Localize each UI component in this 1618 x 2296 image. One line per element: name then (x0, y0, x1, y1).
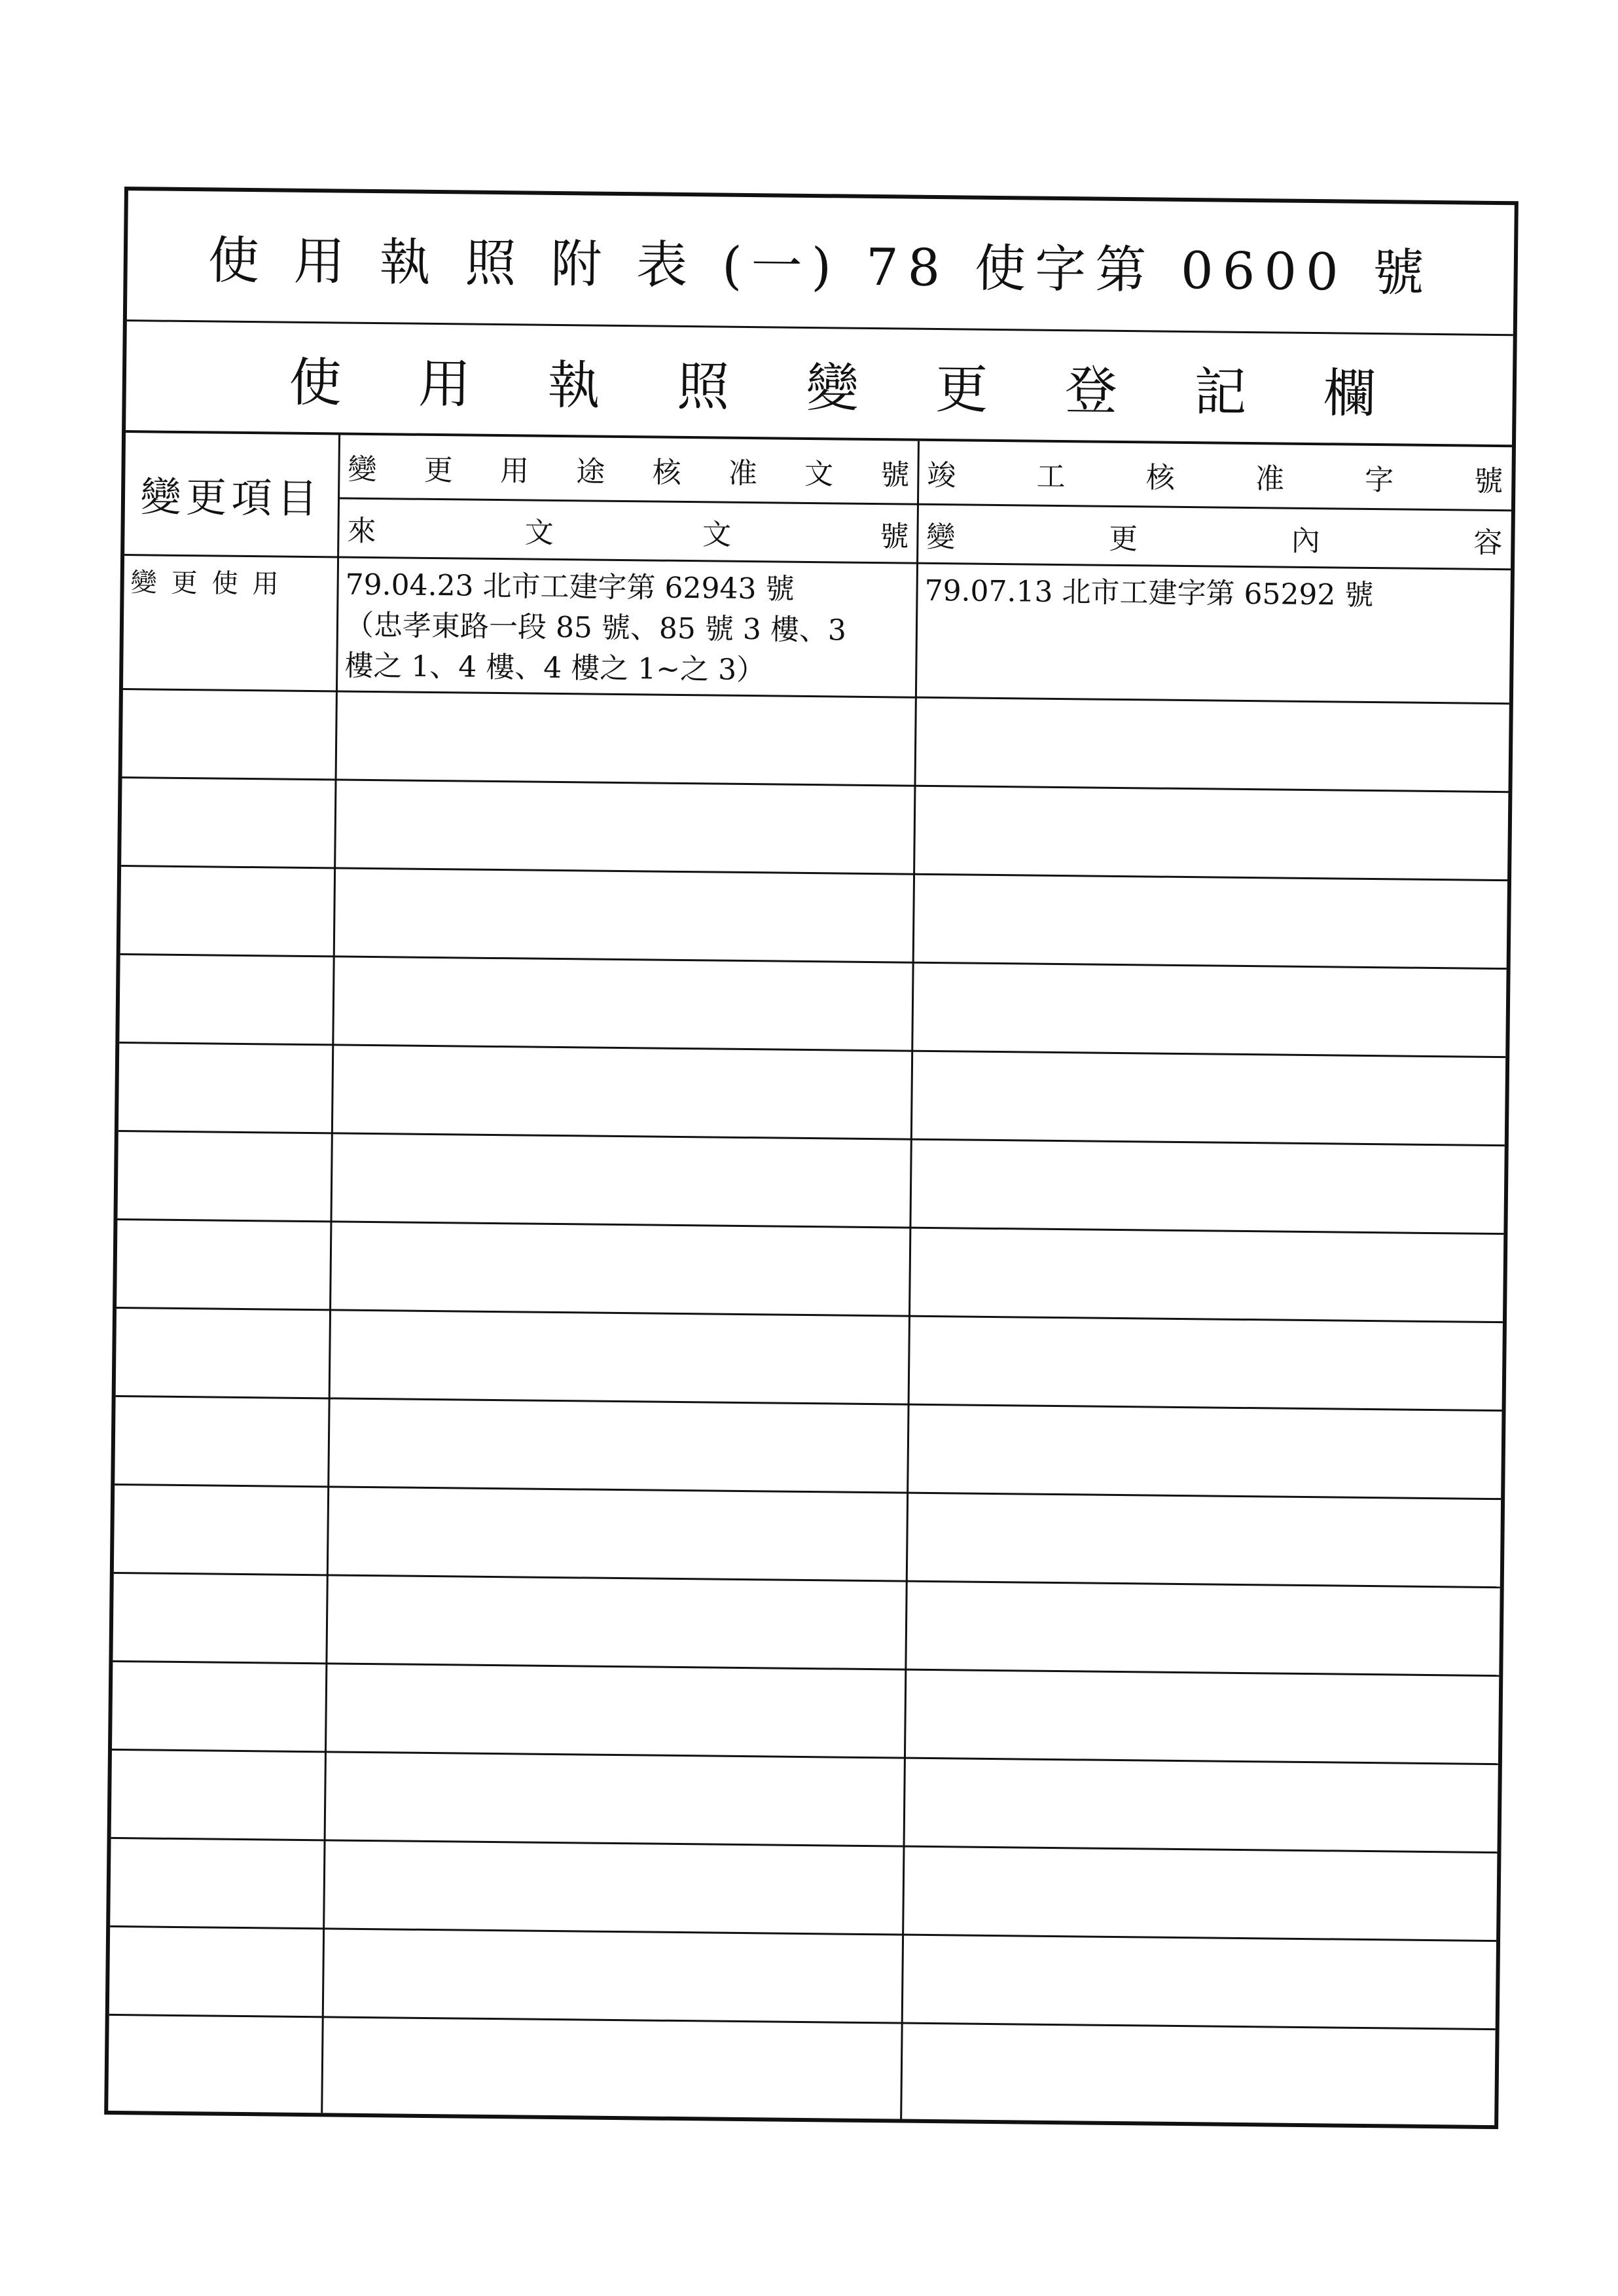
table-row-line (120, 953, 1507, 970)
header-char: 來 (347, 514, 376, 548)
header-char: 准 (728, 456, 758, 490)
registration-form (104, 187, 1519, 2129)
header-char: 文 (804, 457, 834, 491)
header-char: 內 (1291, 524, 1321, 558)
header-char: 文 (702, 517, 732, 552)
header-char: 號 (1474, 464, 1503, 498)
table-row-line (117, 1218, 1503, 1235)
header-change-item (124, 433, 338, 556)
form-title (127, 191, 1515, 336)
header-char: 變 (348, 452, 377, 486)
header-char: 號 (880, 458, 910, 492)
registration-table (108, 433, 1512, 2125)
header-approval-doc (341, 435, 916, 503)
header-char: 文 (524, 515, 554, 550)
table-row-line (110, 1925, 1496, 1942)
entry-approval-line: 79.04.23 北市工建字第 62943 號 (345, 568, 795, 606)
header-char: 容 (1473, 526, 1503, 560)
header-char: 核 (1145, 460, 1176, 495)
header-incoming-doc (340, 499, 916, 562)
header-change-item-label: 變更項目 (140, 473, 323, 523)
header-change-content (920, 505, 1509, 568)
header-char: 核 (652, 455, 681, 490)
table-row-line (113, 1660, 1499, 1677)
header-char: 更 (1108, 522, 1138, 556)
table-row-line (122, 776, 1509, 793)
entry-approval-line: （忠孝東路一段 85 號、85 號 3 樓、3 (344, 608, 847, 647)
header-char: 准 (1255, 462, 1285, 496)
form-subtitle (126, 321, 1513, 447)
table-row-line (121, 865, 1507, 881)
subtitle-char: 變 (806, 357, 859, 419)
table-row-line (112, 1749, 1498, 1765)
subtitle-char: 登 (1064, 359, 1118, 422)
subtitle-char: 記 (1193, 361, 1247, 423)
subtitle-char: 使 (289, 352, 342, 413)
table-row-line (117, 1307, 1503, 1323)
subtitle-char: 用 (418, 353, 471, 415)
subtitle-char: 執 (547, 354, 601, 416)
header-completion-approval (920, 441, 1510, 509)
header-char: 變 (926, 520, 956, 554)
entry-completion-approval: 79.07.13 北市工建字第 65292 號 (924, 574, 1374, 613)
header-char: 字 (1364, 463, 1394, 497)
table-row-line (111, 1837, 1498, 1853)
header-char: 途 (576, 454, 605, 489)
table-row-line (118, 1130, 1505, 1146)
header-char: 更 (423, 453, 454, 487)
form-title-text: 使 用 執 照 附 表 (一) 78 使字第 0600 號 (207, 230, 1434, 303)
table-row-line (119, 1042, 1505, 1058)
subtitle-char: 更 (935, 358, 988, 420)
header-char: 號 (880, 519, 909, 554)
table-row-line (115, 1484, 1501, 1500)
table-row-line (116, 1395, 1502, 1412)
header-char: 竣 (927, 458, 956, 492)
table-row-line (114, 1572, 1500, 1588)
subtitle-char: 欄 (1323, 362, 1376, 424)
subtitle-char: 照 (676, 355, 730, 418)
entry-approval-doc (338, 559, 915, 697)
entry-approval-line: 樓之 1、4 樓、4 樓之 1~之 3） (344, 649, 766, 687)
entry-item: 變更使用 (130, 568, 293, 600)
header-char: 工 (1036, 460, 1066, 494)
header-char: 用 (499, 454, 530, 488)
table-row-line (109, 2014, 1496, 2030)
